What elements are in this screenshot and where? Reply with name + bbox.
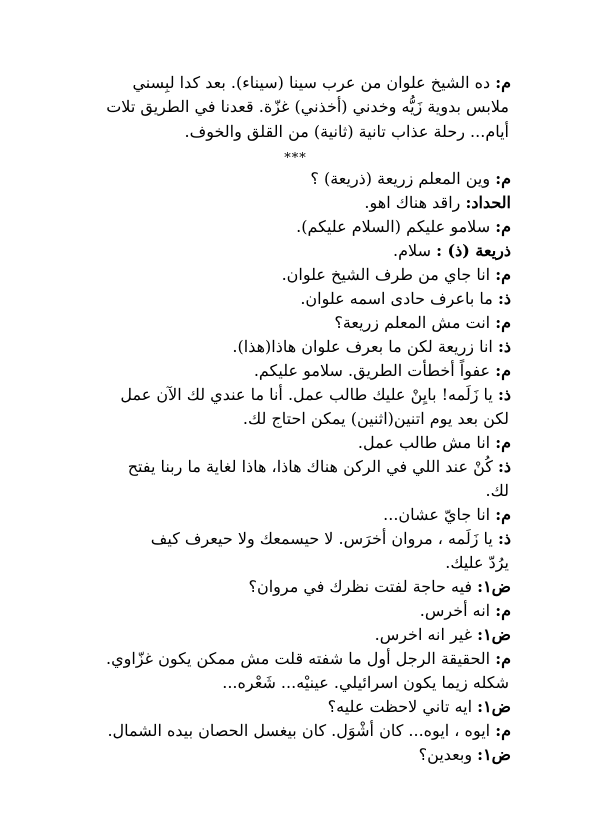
- speaker-label: ض١:: [477, 625, 511, 644]
- line-text: ايه تاني لاحظت عليه؟: [327, 697, 478, 716]
- speaker-label: ذ:: [497, 385, 511, 404]
- speaker-label: ض١:: [477, 697, 511, 716]
- speaker-label: م:: [495, 313, 511, 332]
- line-text: فيه حاجة لفتت نظرك في مروان؟: [248, 577, 478, 596]
- dialogue-line: [107, 720, 511, 742]
- line-text: انت مش المعلم زريعة؟: [334, 313, 496, 332]
- line-text: لك.: [485, 481, 509, 500]
- dialogue-line: [282, 264, 511, 286]
- dialogue-line: [358, 432, 511, 454]
- dialogue-line: [393, 240, 511, 262]
- speaker-label: ض١:: [477, 577, 511, 596]
- dialogue-line: [375, 624, 511, 646]
- line-text: وبعدين؟: [418, 745, 478, 764]
- speaker-label: م:: [495, 169, 511, 188]
- speaker-label: ذ:: [497, 289, 511, 308]
- line-text: ملابس بدوية زَيُّه وخدني (أخذني) غزّة. قعدنا في الطريق تلات: [106, 97, 509, 116]
- dialogue-line: [106, 648, 511, 670]
- dialogue-line: [328, 696, 511, 718]
- line-text: ايوه ، ايوه... كان أشْوَل. كان بيغسل الحصان بيده الشمال.: [107, 721, 496, 740]
- speaker-label: ذ:: [497, 457, 511, 476]
- dialogue-line: [334, 312, 511, 334]
- line-text: انا جاي من طرف الشيخ علوان.: [281, 265, 496, 284]
- speaker-label: م:: [495, 73, 511, 92]
- dialogue-line: [364, 192, 511, 214]
- dialogue-line: [132, 72, 511, 94]
- dialogue-line: [151, 528, 511, 550]
- speaker-label: م:: [495, 505, 511, 524]
- line-text: سلام.: [393, 241, 437, 260]
- speaker-label: م:: [495, 649, 511, 668]
- line-text: انا زريعة لكن ما بعرف علوان هاذا(هذا).: [232, 337, 498, 356]
- speaker-label: ض١:: [477, 745, 511, 764]
- line-text: عفواً أخطأت الطريق. سلامو عليكم.: [253, 361, 496, 380]
- dialogue-line: [486, 480, 509, 502]
- dialogue-line: [445, 552, 509, 574]
- dialogue-line: [128, 456, 511, 478]
- dialogue-line: [296, 216, 511, 238]
- dialogue-line: [185, 121, 509, 143]
- speaker-label: ذ:: [497, 337, 511, 356]
- speaker-label: م:: [495, 601, 511, 620]
- line-text: سلامو عليكم (السلام عليكم).: [296, 217, 496, 236]
- dialogue-line: [106, 96, 509, 118]
- dialogue-line: [222, 672, 509, 694]
- dialogue-line: [232, 336, 511, 358]
- dialogue-line: [383, 504, 511, 526]
- dialogue-line: [243, 408, 509, 430]
- line-text: انا مش طالب عمل.: [357, 433, 496, 452]
- line-text: راقد هناك اهو.: [364, 193, 466, 212]
- dialogue-line: [248, 576, 511, 598]
- dialogue-line: [419, 744, 511, 766]
- line-text: يرُدّ عليك.: [445, 553, 509, 572]
- speaker-label: م:: [495, 217, 511, 236]
- line-text: وين المعلم زريعة (ذريعة) ؟: [310, 169, 496, 188]
- line-text: غير انه اخرس.: [374, 625, 478, 644]
- line-text: شكله زيما يكون اسرائيلي. عينيْه... شَعْره...: [222, 673, 509, 692]
- speaker-label: ذريعة (ذ) :: [436, 241, 511, 260]
- dialogue-line: [420, 600, 511, 622]
- line-text: الحقيقة الرجل أول ما شفته قلت مش ممكن يكون غزّاوي.: [106, 649, 496, 668]
- section-separator: ***: [284, 151, 307, 166]
- speaker-label: م:: [495, 265, 511, 284]
- speaker-label: الحداد:: [465, 193, 511, 212]
- speaker-label: م:: [495, 361, 511, 380]
- speaker-label: ذ:: [497, 529, 511, 548]
- line-text: ده الشيخ علوان من عرب سينا (سيناء). بعد كدا لبِسني: [132, 73, 496, 92]
- dialogue-line: [300, 288, 511, 310]
- line-text: كُنْ عند اللي في الركن هناك هاذا، هاذا لغاية ما ربنا يفتح: [127, 457, 498, 476]
- line-text: ما باعرف حادى اسمه علوان.: [300, 289, 498, 308]
- speaker-label: م:: [495, 433, 511, 452]
- speaker-label: م:: [495, 721, 511, 740]
- dialogue-line: [310, 168, 511, 190]
- line-text: يا زَلَمه ، مروان أخرَس. لا حيسمعك ولا حيعرف كيف: [150, 529, 498, 548]
- line-text: انه أخرس.: [419, 601, 496, 620]
- dialogue-line: [254, 360, 511, 382]
- line-text: انا جايّ عشان...: [383, 505, 496, 524]
- dialogue-line: [120, 384, 511, 406]
- line-text: لكن بعد يوم اتنين(اثنين) يمكن احتاج لك.: [242, 409, 509, 428]
- line-text: يا زَلَمه! بايِنْ عليك طالب عمل. أنا ما عندي لك الآن عمل: [120, 385, 498, 404]
- line-text: أيام... رحلة عذاب تانية (ثانية) من القلق والخوف.: [184, 122, 509, 141]
